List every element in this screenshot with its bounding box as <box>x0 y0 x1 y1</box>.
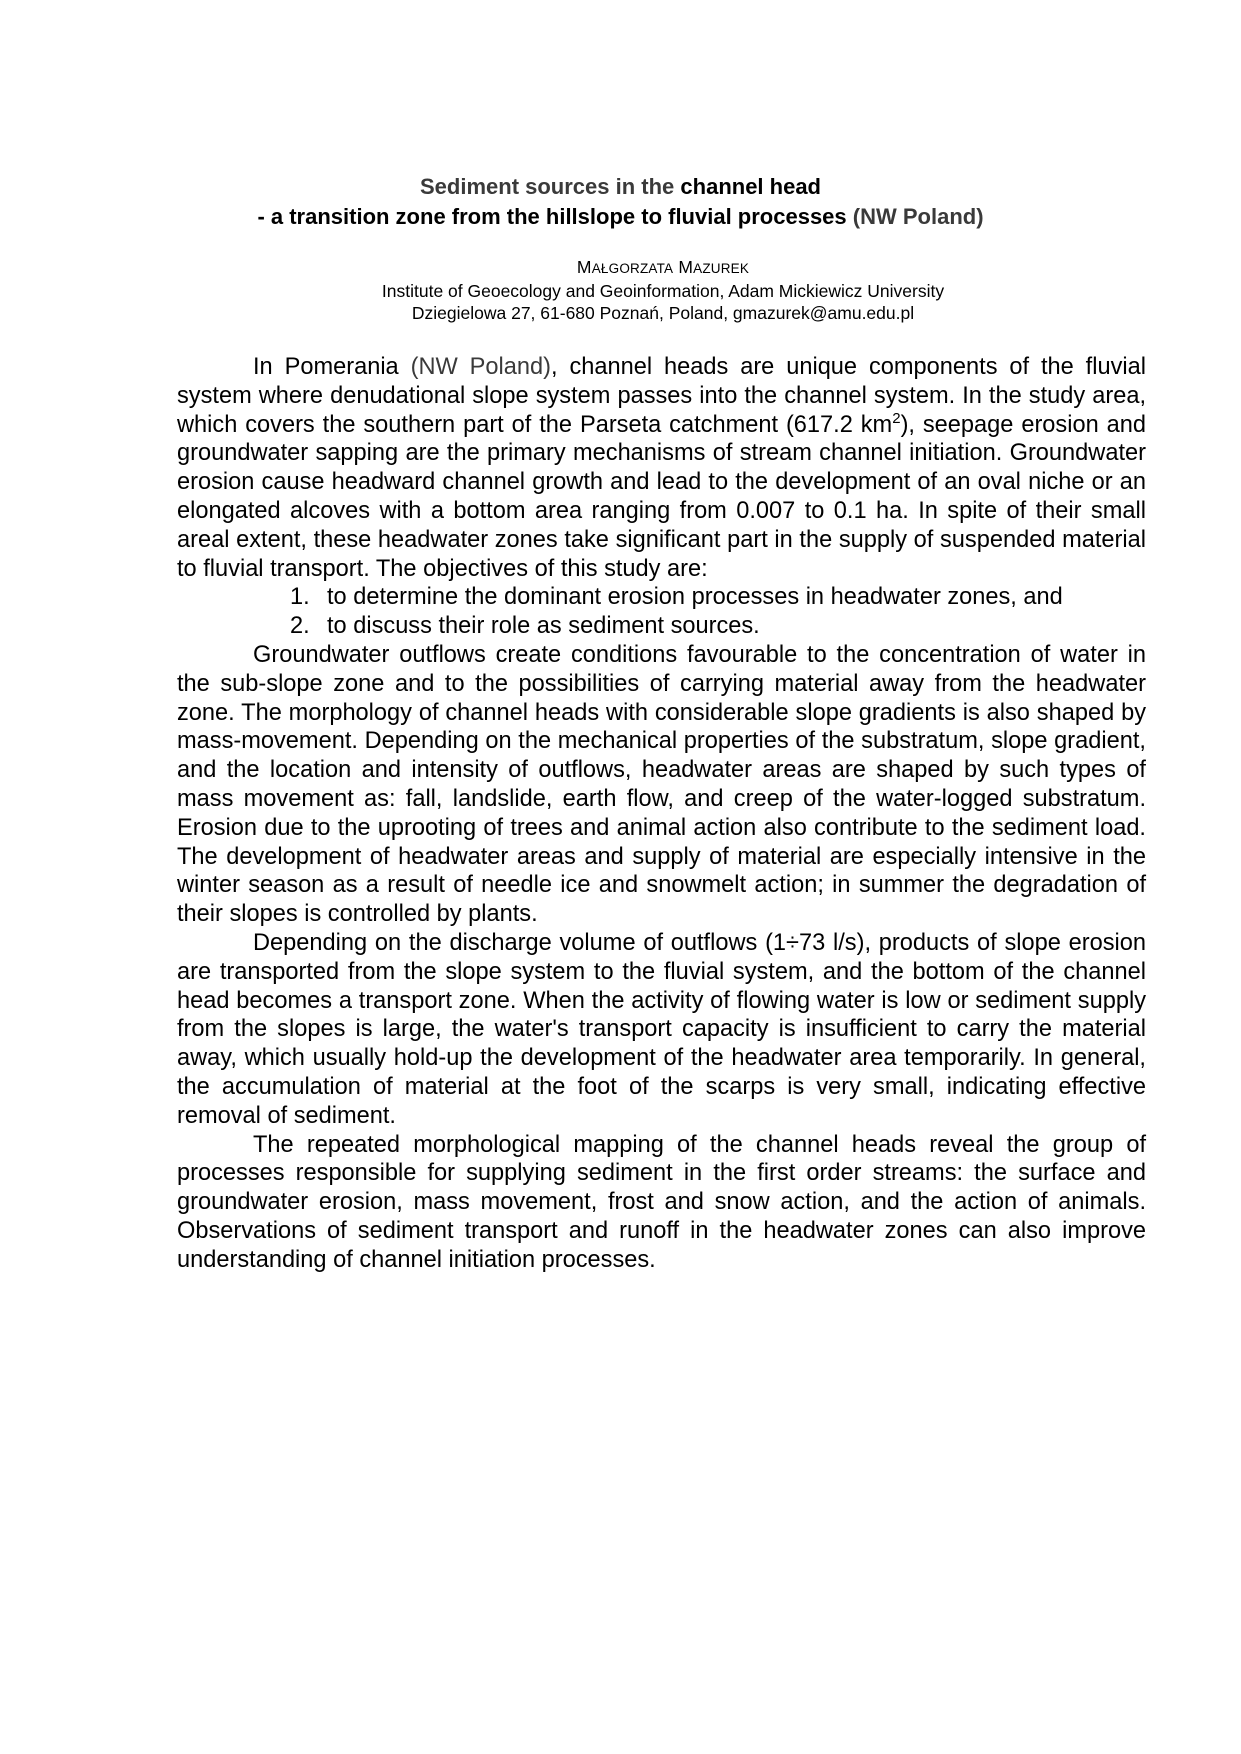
author-name <box>0 256 1241 280</box>
list-item-number: 1. <box>290 584 310 611</box>
author-last-initial: M <box>678 257 694 277</box>
paragraph-1-start: In Pomerania <box>253 354 411 380</box>
title-line-2-part-1: - a transition zone from the hillslope to fluvial processes <box>257 204 853 229</box>
title-line-2-part-2: (NW Poland) <box>852 204 984 229</box>
list-item-text: to determine the dominant erosion processes in headwater zones, and <box>327 584 1063 611</box>
paragraph-4: The repeated morphological mapping of the channel heads reveal the group of processes responsible for supplying sediment in the first order streams: the surface and groundwater erosion, mass movement, frost and snow action, and the action of animals. Observations of sediment transport and runoff in the headwater zones can also improve understanding of channel initiation processes. <box>177 1131 1146 1273</box>
title-line-1 <box>0 172 1241 202</box>
paragraph-1-mid: , channel heads are unique components of the fluvial system where denudational slope system passes into the channel system. In the study area, which covers the southern part of the Parseta catchment (617.2 km <box>177 354 1147 438</box>
title-line-1-part-2: channel head <box>680 174 821 199</box>
paragraph-2: Groundwater outflows create conditions favourable to the concentration of water in the sub-slope zone and to the possibilities of carrying material away from the headwater zone. The morphology of channel heads with considerable slope gradients is also shaped by mass-movement. Depending on the mechanical properties of the substratum, slope gradient, and the location and intensity of outflows, headwater areas are shaped by such types of mass movement as: fall, landslide, earth flow, and creep of the water-logged substratum. Erosion due to the uprooting of trees and animal action also contribute to the sediment load. The development of headwater areas and supply of material are especially intensive in the winter season as a result of needle ice and snowmelt action; in summer the degradation of their slopes is controlled by plants. <box>177 641 1146 928</box>
abstract-body <box>177 353 1146 1275</box>
author-first-rest: AŁGORZATA <box>591 261 674 276</box>
paragraph-1-region: (NW Poland) <box>410 354 551 380</box>
superscript-2: 2 <box>892 409 901 427</box>
paragraph-1 <box>177 353 1146 583</box>
author-block <box>0 256 1241 324</box>
list-item-number: 2. <box>290 613 310 640</box>
paragraph-1-end: ), seepage erosion and groundwater sapping are the primary mechanisms of stream channel initiation. Groundwater erosion cause headward channel growth and lead to the development of an oval niche or an elongated alcoves with a bottom area ranging from 0.007 to 0.1 ha. In spite of their small areal extent, these headwater zones take significant part in the supply of suspended material to fluvial transport. The objectives of this study are: <box>177 411 1146 582</box>
paper-title <box>0 172 1241 232</box>
list-item <box>177 612 1146 641</box>
author-address: Dziegielowa 27, 61-680 Poznań, Poland, gmazurek@amu.edu.pl <box>411 303 915 323</box>
title-line-1-part-1: Sediment sources in the <box>420 174 681 199</box>
author-first-initial: M <box>576 257 592 277</box>
list-item <box>177 583 1146 612</box>
list-item-text: to discuss their role as sediment sources. <box>327 613 760 640</box>
paragraph-3: Depending on the discharge volume of outflows (1÷73 l/s), products of slope erosion are transported from the slope system to the fluvial system, and the bottom of the channel head becomes a transport zone. When the activity of flowing water is low or sediment supply from the slopes is large, the water's transport capacity is insufficient to carry the material away, which usually hold-up the development of the headwater area temporarily. In general, the accumulation of material at the foot of the scarps is very small, indicating effective removal of sediment. <box>177 929 1146 1129</box>
title-line-2 <box>0 202 1241 232</box>
objectives-list <box>177 583 1146 641</box>
author-last-rest: AZUREK <box>693 261 750 276</box>
author-affiliation: Institute of Geoecology and Geoinformation, Adam Mickiewicz University <box>381 281 945 301</box>
